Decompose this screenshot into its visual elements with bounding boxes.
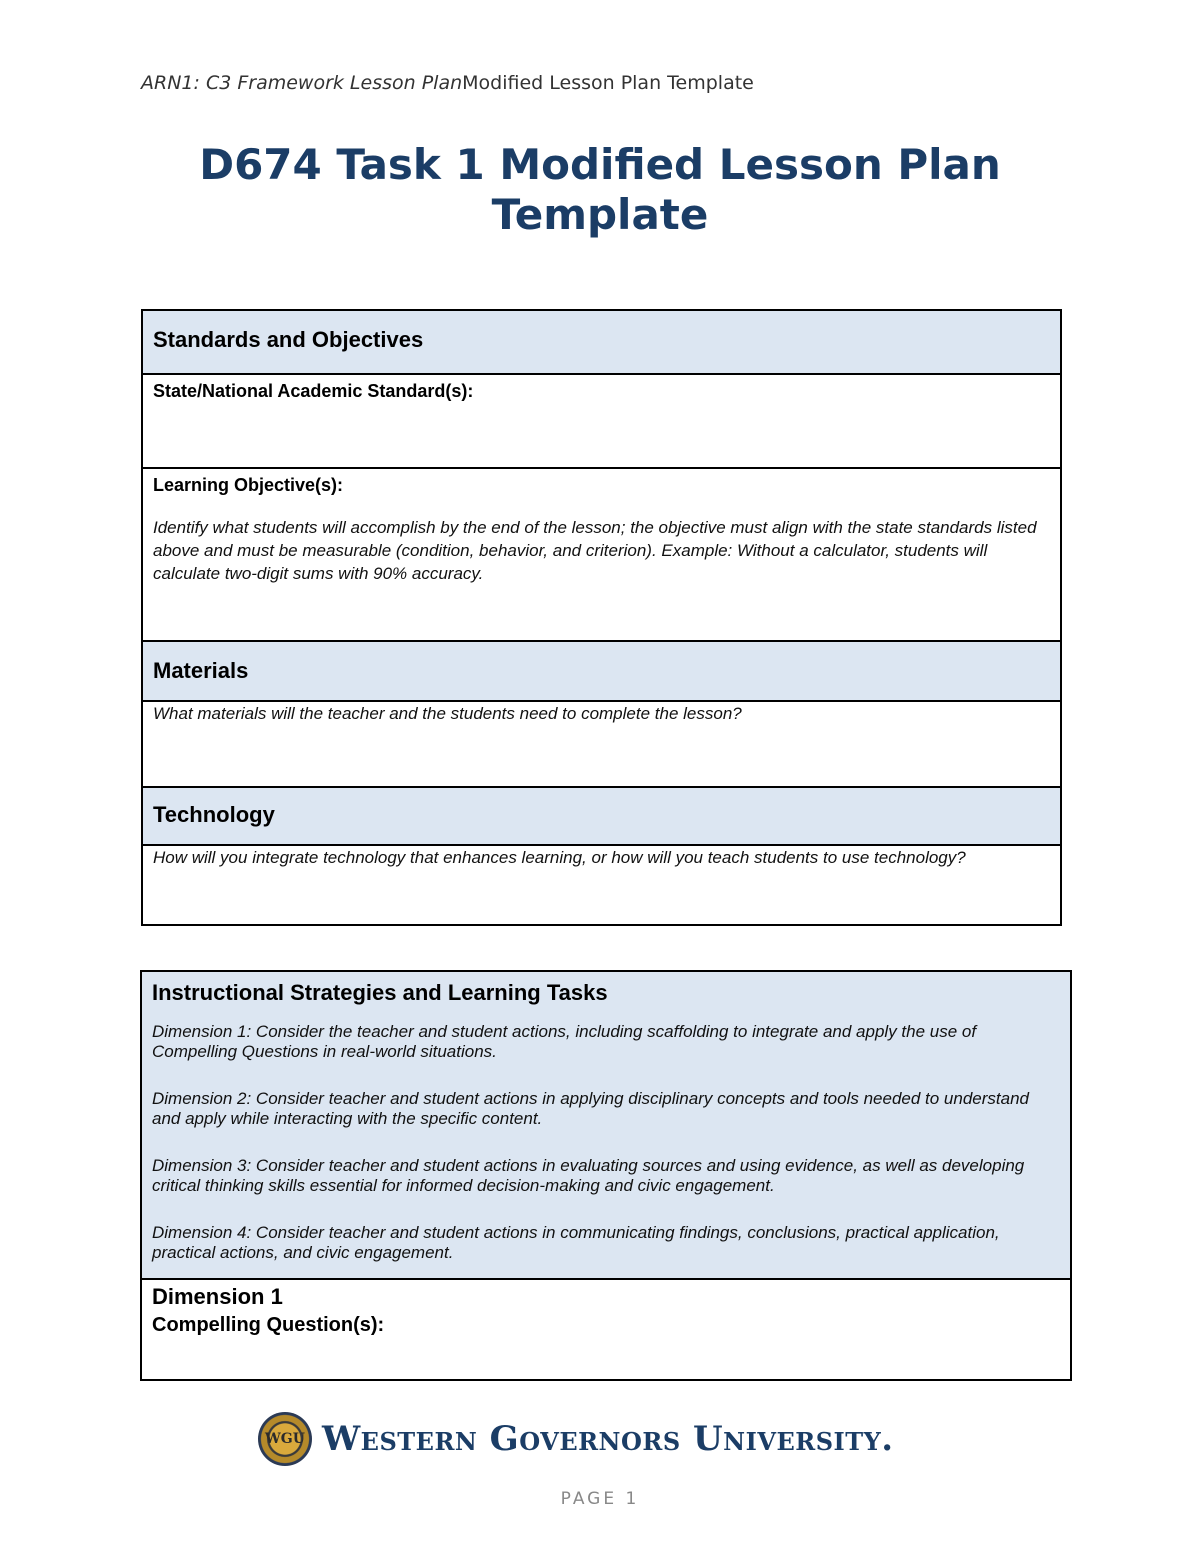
- title-line-2: Template: [491, 190, 709, 239]
- running-header: [141, 72, 754, 94]
- dimension-4-note: Dimension 4: Consider teacher and student actions in communicating findings, conclusions, practical application, practical actions, and civic engagement.: [152, 1223, 1000, 1262]
- materials-heading: Materials: [153, 658, 249, 683]
- technology-heading: Technology: [153, 802, 275, 827]
- materials-note: What materials will the teacher and the students need to complete the lesson?: [153, 704, 742, 723]
- instructional-heading-row: [142, 972, 1070, 1280]
- standards-heading-row: [143, 311, 1060, 375]
- page-title: [0, 140, 1200, 240]
- dimension-3-note: Dimension 3: Consider teacher and student actions in evaluating sources and using evidence, as well as developing critical thinking skills essential for informed decision-making and civic engagement.: [152, 1156, 1025, 1195]
- materials-heading-row: [143, 642, 1060, 702]
- technology-row[interactable]: [143, 846, 1060, 924]
- wgu-seal-icon: WGU: [258, 1412, 312, 1466]
- state-standard-label: State/National Academic Standard(s):: [153, 381, 474, 401]
- page-number: PAGE 1: [560, 1489, 640, 1509]
- dimension-1-note: Dimension 1: Consider the teacher and student actions, including scaffolding to integrate and apply the use of Compelling Questions in real-world situations.: [152, 1022, 977, 1061]
- objective-row[interactable]: [143, 469, 1060, 642]
- instructional-table: [140, 970, 1072, 1381]
- technology-note: How will you integrate technology that enhances learning, or how will you teach students to use technology?: [153, 848, 966, 867]
- wgu-wordmark: Western Governors University.: [322, 1419, 894, 1459]
- standards-table: [141, 309, 1062, 926]
- objective-note: Identify what students will accomplish by the end of the lesson; the objective must align with the state standards listed above and must be measurable (condition, behavior, and criterion). Example: Without a calculator, students will calculate two-digit sums with 90% accuracy.: [153, 518, 1037, 583]
- dimension-1-row[interactable]: [142, 1280, 1070, 1379]
- technology-heading-row: [143, 788, 1060, 846]
- header-course: ARN1: C3 Framework Lesson Plan: [141, 72, 463, 94]
- objective-label: Learning Objective(s):: [153, 475, 344, 495]
- standards-heading: Standards and Objectives: [153, 327, 424, 352]
- title-line-1: D674 Task 1 Modified Lesson Plan: [199, 140, 1001, 189]
- header-template: Modified Lesson Plan Template: [462, 72, 754, 94]
- wgu-logo: [258, 1412, 894, 1466]
- materials-row[interactable]: [143, 702, 1060, 788]
- compelling-question-label: Compelling Question(s):: [152, 1314, 385, 1336]
- dimension-2-note: Dimension 2: Consider teacher and student actions in applying disciplinary concepts and tools needed to understand and apply while interacting with the specific content.: [152, 1089, 1029, 1128]
- dimension-1-label: Dimension 1: [152, 1284, 283, 1309]
- state-standard-row[interactable]: [143, 375, 1060, 469]
- instructional-heading: Instructional Strategies and Learning Tasks: [152, 980, 608, 1005]
